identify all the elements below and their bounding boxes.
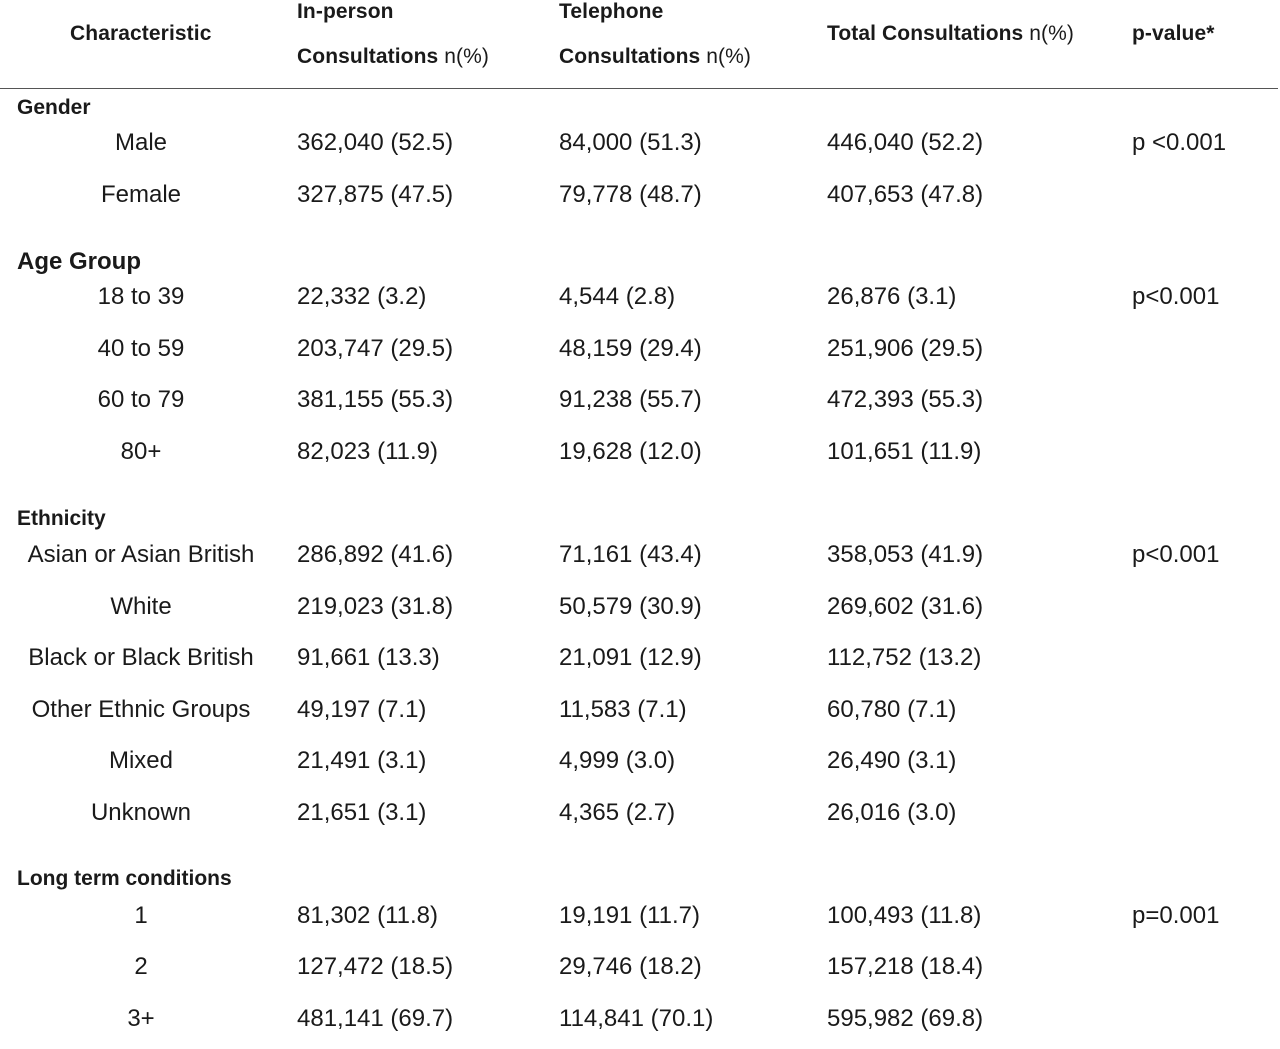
cell-pvalue: p<0.001: [1132, 541, 1220, 568]
cell-telephone: 91,238 (55.7): [559, 386, 702, 413]
cell-telephone: 48,159 (29.4): [559, 335, 702, 362]
cell-inperson: 327,875 (47.5): [297, 181, 454, 208]
cell-inperson: 381,155 (55.3): [297, 386, 454, 413]
header-telephone-line1: Telephone: [559, 0, 664, 23]
cell-inperson: 21,491 (3.1): [297, 747, 427, 774]
row-label: 40 to 59: [97, 335, 185, 362]
cell-total: 407,653 (47.8): [827, 181, 984, 208]
cell-total: 251,906 (29.5): [827, 335, 984, 362]
header-total-bold: Total Consultations: [827, 22, 1024, 45]
row-label: 2: [134, 953, 148, 980]
cell-telephone: 19,628 (12.0): [559, 438, 702, 465]
cell-pvalue: p<0.001: [1132, 283, 1220, 310]
cell-inperson: 82,023 (11.9): [297, 438, 438, 465]
row-label: 80+: [120, 438, 162, 465]
header-inperson-line1: In-person: [297, 0, 394, 23]
cell-inperson: 81,302 (11.8): [297, 902, 438, 929]
cell-total: 112,752 (13.2): [827, 644, 982, 671]
header-inperson-unit: n(%): [444, 45, 489, 68]
row-label: Unknown: [90, 799, 192, 826]
cell-telephone: 4,999 (3.0): [559, 747, 676, 774]
row-label: 3+: [127, 1005, 155, 1032]
row-label: Asian or Asian British: [27, 541, 255, 568]
cell-pvalue: p <0.001: [1132, 129, 1227, 156]
cell-inperson: 91,661 (13.3): [297, 644, 440, 671]
header-characteristic: Characteristic: [70, 22, 212, 45]
cell-inperson: 203,747 (29.5): [297, 335, 454, 362]
header-telephone-bold: Consultations: [559, 45, 701, 68]
cell-telephone: 29,746 (18.2): [559, 953, 702, 980]
cell-total: 446,040 (52.2): [827, 129, 984, 156]
header-pvalue: p-value*: [1132, 22, 1215, 45]
cell-telephone: 79,778 (48.7): [559, 181, 702, 208]
cell-inperson: 362,040 (52.5): [297, 129, 454, 156]
cell-inperson: 127,472 (18.5): [297, 953, 454, 980]
cell-telephone: 4,544 (2.8): [559, 283, 676, 310]
section-long-term-conditions: Long term conditions: [17, 867, 232, 890]
cell-total: 26,876 (3.1): [827, 283, 957, 310]
section-ethnicity: Ethnicity: [17, 507, 106, 530]
header-total-unit: n(%): [1029, 22, 1075, 45]
header-telephone-unit: n(%): [706, 45, 751, 68]
row-label: 60 to 79: [97, 386, 185, 413]
cell-total: 100,493 (11.8): [827, 902, 982, 929]
cell-total: 358,053 (41.9): [827, 541, 984, 568]
header-inperson-bold: Consultations: [297, 45, 439, 68]
row-label: Mixed: [108, 747, 174, 774]
cell-telephone: 71,161 (43.4): [559, 541, 702, 568]
section-age-group: Age Group: [17, 248, 141, 275]
row-label: Black or Black British: [28, 644, 254, 671]
cell-total: 472,393 (55.3): [827, 386, 984, 413]
cell-inperson: 286,892 (41.6): [297, 541, 454, 568]
row-label: 1: [134, 902, 148, 929]
cell-total: 101,651 (11.9): [827, 438, 982, 465]
cell-telephone: 4,365 (2.7): [559, 799, 676, 826]
header-inperson-line2: [297, 45, 489, 69]
row-label: Female: [100, 181, 182, 208]
cell-telephone: 84,000 (51.3): [559, 129, 702, 156]
row-label: Other Ethnic Groups: [31, 696, 251, 723]
cell-total: 595,982 (69.8): [827, 1005, 984, 1032]
cell-pvalue: p=0.001: [1132, 902, 1220, 929]
header-divider: [0, 88, 1278, 89]
cell-telephone: 50,579 (30.9): [559, 593, 702, 620]
cell-total: 269,602 (31.6): [827, 593, 984, 620]
cell-inperson: 219,023 (31.8): [297, 593, 454, 620]
header-telephone-line2: [559, 45, 751, 69]
cell-telephone: 11,583 (7.1): [559, 696, 687, 723]
cell-telephone: 114,841 (70.1): [559, 1005, 714, 1032]
cell-inperson: 21,651 (3.1): [297, 799, 427, 826]
header-total: [827, 22, 1074, 46]
cell-inperson: 481,141 (69.7): [297, 1005, 454, 1032]
cell-inperson: 49,197 (7.1): [297, 696, 427, 723]
row-label: White: [110, 593, 172, 620]
cell-telephone: 21,091 (12.9): [559, 644, 702, 671]
row-label: Male: [114, 129, 168, 156]
cell-telephone: 19,191 (11.7): [559, 902, 700, 929]
cell-inperson: 22,332 (3.2): [297, 283, 427, 310]
section-gender: Gender: [17, 96, 91, 119]
cell-total: 26,016 (3.0): [827, 799, 957, 826]
cell-total: 26,490 (3.1): [827, 747, 957, 774]
cell-total: 157,218 (18.4): [827, 953, 984, 980]
cell-total: 60,780 (7.1): [827, 696, 957, 723]
row-label: 18 to 39: [97, 283, 185, 310]
